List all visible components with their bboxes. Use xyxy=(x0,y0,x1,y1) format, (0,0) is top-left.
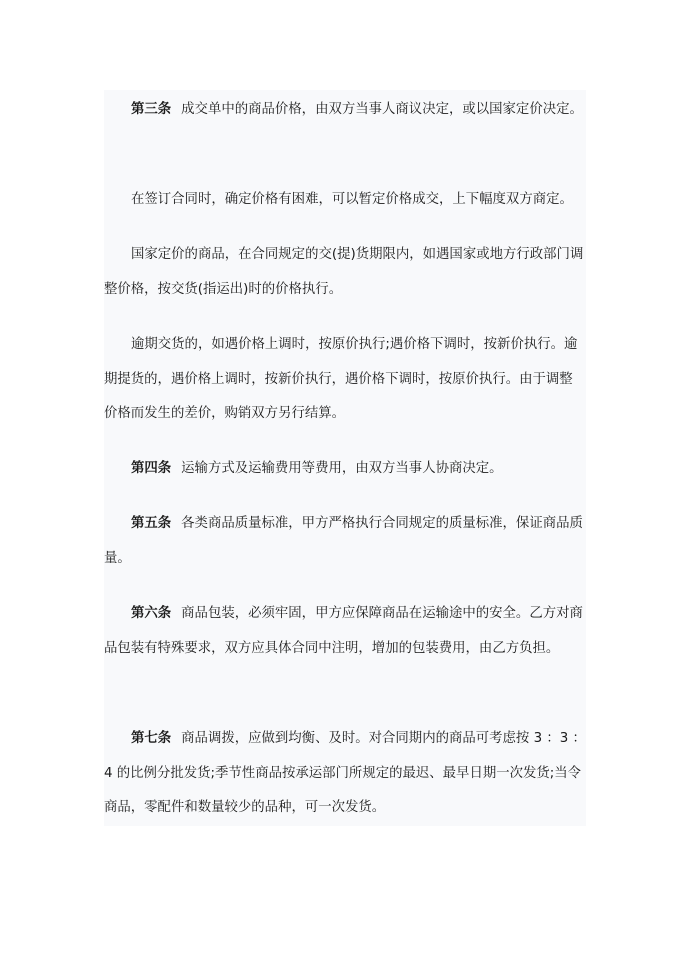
article-4-label: 第四条 xyxy=(131,461,172,476)
article-6-text: 商品包装，必须牢固，甲方应保障商品在运输途中的安全。乙方对商品包装有特殊要求，双方应具体合同中注明，增加的包装费用，由乙方负担。 xyxy=(104,606,583,656)
article-5-text: 各类商品质量标准，甲方严格执行合同规定的质量标准，保证商品质量。 xyxy=(104,516,583,566)
price-negotiation-paragraph xyxy=(104,183,586,218)
article-6-paragraph xyxy=(104,597,586,666)
article-7-text: 商品调拨，应做到均衡、及时。对合同期内的商品可考虑按 3 ：3 ：4 的比例分批发货;季节性商品按承运部门所规定的最迟、最早日期一次发货;当令商品，零配件和数量较少的品种，可一次发货。 xyxy=(104,731,586,815)
article-7-paragraph xyxy=(104,722,586,826)
article-4-paragraph xyxy=(104,452,586,487)
article-4-text: 运输方式及运输费用等费用，由双方当事人协商决定。 xyxy=(181,461,503,476)
article-7-label: 第七条 xyxy=(131,731,172,746)
article-6-label: 第六条 xyxy=(131,606,172,621)
article-3-paragraph xyxy=(104,93,586,128)
article-3-label: 第三条 xyxy=(131,102,172,117)
article-5-paragraph xyxy=(104,507,586,576)
state-price-paragraph xyxy=(104,238,586,307)
overdue-delivery-paragraph xyxy=(104,328,586,432)
price-negotiation-text: 在签订合同时，确定价格有困难，可以暂定价格成交，上下幅度双方商定。 xyxy=(131,192,573,207)
article-3-text: 成交单中的商品价格，由双方当事人商议决定，或以国家定价决定。 xyxy=(181,102,583,117)
overdue-delivery-text: 逾期交货的，如遇价格上调时，按原价执行;遇价格下调时，按新价执行。逾期提货的，遇价格上调时，按新价执行，遇价格下调时，按原价执行。由于调整价格而发生的差价，购销双方另行结算。 xyxy=(104,337,578,421)
article-5-label: 第五条 xyxy=(131,516,172,531)
state-price-text: 国家定价的商品，在合同规定的交(提)货期限内，如遇国家或地方行政部门调整价格，按交货(指运出)时的价格执行。 xyxy=(104,247,584,297)
